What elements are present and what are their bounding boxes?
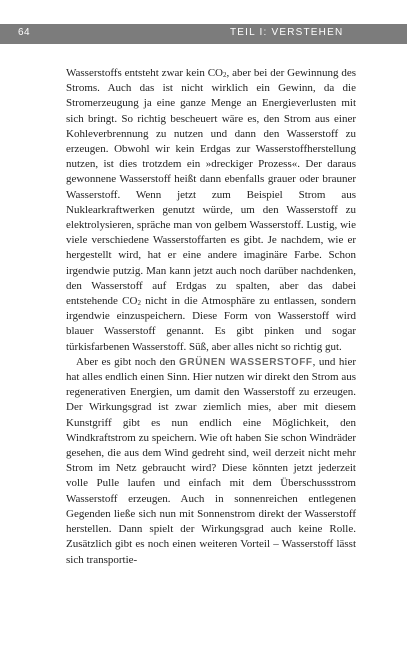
page-header xyxy=(0,0,407,50)
page-number: 64 xyxy=(18,27,31,38)
subscript: 2 xyxy=(137,299,141,308)
text-segment: Wasserstoffs entsteht zwar kein CO xyxy=(66,67,224,79)
text-segment: , aber bei der Gewinnung des Stroms. Auch das ist nicht wirklich ein Gewinn, da die Stromerzeugung ja eine ganze Menge an Energieverlusten mit sich bringt. So richtig bescheuert wäre es, den Strom aus einer Kohleverbrennung zu nutzen und dann den Wasserstoff zu erzeugen. Obwohl wir kein Erdgas zur Wasserstoffherstellung nutzen, ist dies trotzdem ein »dreckiger Prozess«. Der daraus gewonnene Wasserstoff heißt dann ebenfalls grauer oder brauner Wasserstoff. Wenn jetzt zum Beispiel Strom aus Nuklearkraftwerken genutzt würde, um den Wasserstoff zu elektrolysieren, spräche man von gelbem Wasserstoff. Lustig, wie viele verschiedene Wasserstoffarten es gibt. Je nachdem, wie er hergestellt wird, hat er eine andere imaginäre Farbe. Schon irgendwie putzig. Man kann jetzt auch noch darüber nachdenken, den Wasserstoff auf Erdgas zu spalten, aber das dabei entstehende CO xyxy=(66,67,356,308)
highlight-term: GRÜNEN WASSERSTOFF xyxy=(179,356,313,368)
paragraph-1 xyxy=(66,66,356,355)
paragraph-2 xyxy=(66,355,356,568)
body-text xyxy=(66,66,356,568)
text-segment: Aber es gibt noch den xyxy=(76,355,180,368)
header-bar xyxy=(0,24,407,44)
text-segment: , und hier hat alles endlich einen Sinn. Hier nutzen wir direkt den Strom aus regenerativen Energien, um damit den Wasserstoff zu erzeugen. Der Wirkungsgrad ist zwar ziemlich mies, aber mit diesem Kunstgriff gibt es nun endlich eine Möglichkeit, den Windkraftstrom zu speichern. Wie oft haben Sie schon Windräder gesehen, die aus dem Wind gedreht sind, weil derzeit nicht mehr Strom im Netz gebraucht wird? Diese könnten jetzt jederzeit volle Pulle laufen und einfach mit dem Überschussstrom Wasserstoff erzeugen. Auch in sonnenreichen entlegenen Gegenden ließe sich nun mit Sonnenstrom direkt der Wasserstoff herstellen. Dann spielt der Wirkungsgrad auch keine Rolle. Zusätzlich gibt es noch einen weiteren Vorteil – Wasserstoff lässt sich transportie- xyxy=(66,355,356,566)
text-segment: nicht in die Atmosphäre zu entlassen, sondern irgendwie einzuspeichern. Diese Form von Wasserstoff wird blauer Wasserstoff genannt. Es gibt pinken und sogar türkisfarbenen Wasserstoff. Süß, aber alles nicht so richtig gut. xyxy=(66,295,356,353)
subscript: 2 xyxy=(223,71,227,79)
running-head: TEIL I: VERSTEHEN xyxy=(230,27,344,38)
